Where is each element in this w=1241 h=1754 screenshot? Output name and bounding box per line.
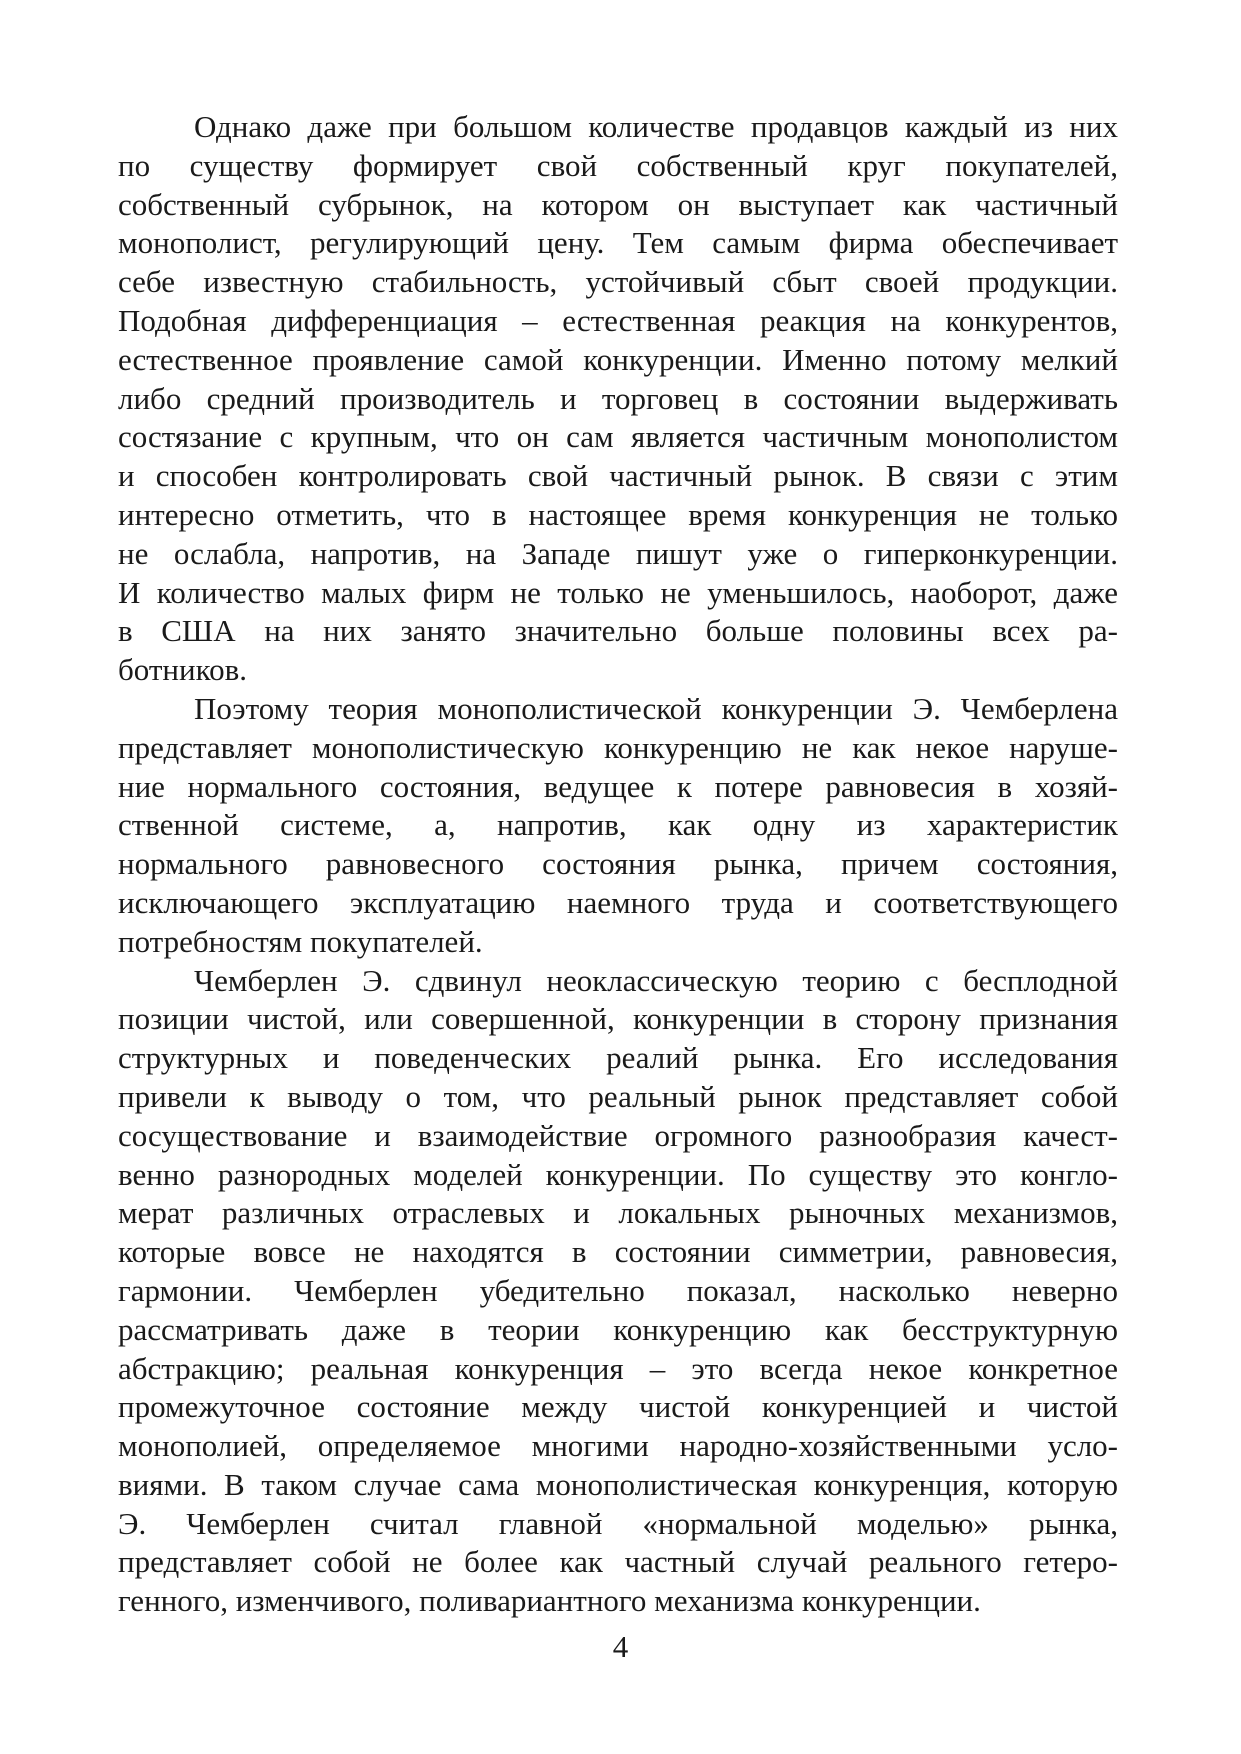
text-line: состязание с крупным, что он сам является частичным монополистом	[118, 419, 1118, 455]
text-line: структурных и поведенческих реалий рынка. Его исследования	[118, 1040, 1118, 1076]
text-line: Поэтому теория монополистической конкуренции Э. Чемберлена	[194, 690, 1118, 726]
text-line: виями. В таком случае сама монополистическая конкуренция, которую	[118, 1466, 1118, 1502]
text-line: представляет собой не более как частный случай реального гетеро-	[118, 1544, 1118, 1580]
text-line: потребностям покупателей.	[118, 923, 483, 959]
text-line: по существу формирует свой собственный круг покупателей,	[118, 147, 1118, 183]
text-line: Однако даже при большом количестве продавцов каждый из них	[194, 109, 1118, 144]
paragraph-2	[118, 690, 1118, 962]
text-line: Чемберлен Э. сдвинул неоклассическую теорию с бесплодной	[194, 962, 1118, 998]
text-line: Подобная дифференциация – естественная реакция на конкурентов,	[118, 302, 1118, 338]
text-line: себе известную стабильность, устойчивый сбыт своей продукции.	[118, 264, 1118, 300]
text-line: которые вовсе не находятся в состоянии симметрии, равновесия,	[118, 1234, 1118, 1270]
page-number: 4	[612, 1629, 629, 1664]
text-line: представляет монополистическую конкуренцию не как некое наруше-	[118, 729, 1118, 765]
text-line: ботников.	[118, 652, 247, 688]
text-line: рассматривать даже в теории конкуренцию как бесструктурную	[118, 1311, 1118, 1347]
text-line: Э. Чемберлен считал главной «нормальной моделью» рынка,	[118, 1505, 1118, 1541]
text-line: промежуточное состояние между чистой конкуренцией и чистой	[118, 1389, 1118, 1425]
text-line: нормального равновесного состояния рынка, причем состояния,	[118, 846, 1118, 882]
text-line: в США на них занято значительно больше половины всех ра-	[118, 613, 1118, 649]
paragraph-1	[118, 108, 1118, 690]
text-line: венно разнородных моделей конкуренции. По существу это конгло-	[118, 1156, 1118, 1192]
text-line: привели к выводу о том, что реальный рынок представляет собой	[118, 1078, 1118, 1114]
text-line: ние нормального состояния, ведущее к потере равновесия в хозяй-	[118, 768, 1118, 804]
text-line: позиции чистой, или совершенной, конкуренции в сторону признания	[118, 1001, 1118, 1037]
text-line: генного, изменчивого, поливариантного механизма конкуренции.	[118, 1583, 981, 1619]
text-line: и способен контролировать свой частичный рынок. В связи с этим	[118, 458, 1118, 494]
text-line: интересно отметить, что в настоящее время конкуренция не только	[118, 496, 1118, 532]
document-body	[118, 108, 1118, 1621]
text-line: исключающего эксплуатацию наемного труда и соответствующего	[118, 884, 1118, 920]
text-line: монополией, определяемое многими народно-хозяйственными усло-	[118, 1428, 1118, 1464]
text-line: монополист, регулирующий цену. Тем самым фирма обеспечивает	[118, 225, 1118, 261]
text-line: гармонии. Чемберлен убедительно показал, насколько неверно	[118, 1272, 1118, 1308]
text-line: сосуществование и взаимодействие огромного разнообразия качест-	[118, 1117, 1118, 1153]
text-line: И количество малых фирм не только не уменьшилось, наоборот, даже	[118, 574, 1118, 610]
text-line: абстракцию; реальная конкуренция – это всегда некое конкретное	[118, 1350, 1118, 1386]
text-line: естественное проявление самой конкуренции. Именно потому мелкий	[118, 341, 1118, 377]
text-line: мерат различных отраслевых и локальных рыночных механизмов,	[118, 1195, 1118, 1231]
text-line: ственной системе, а, напротив, как одну из характеристик	[118, 807, 1118, 843]
text-line: либо средний производитель и торговец в состоянии выдерживать	[118, 380, 1118, 416]
paragraph-3	[118, 962, 1118, 1622]
text-line: не ослабла, напротив, на Западе пишут уже о гиперконкуренции.	[118, 535, 1118, 571]
text-line: собственный субрынок, на котором он выступает как частичный	[118, 186, 1118, 222]
